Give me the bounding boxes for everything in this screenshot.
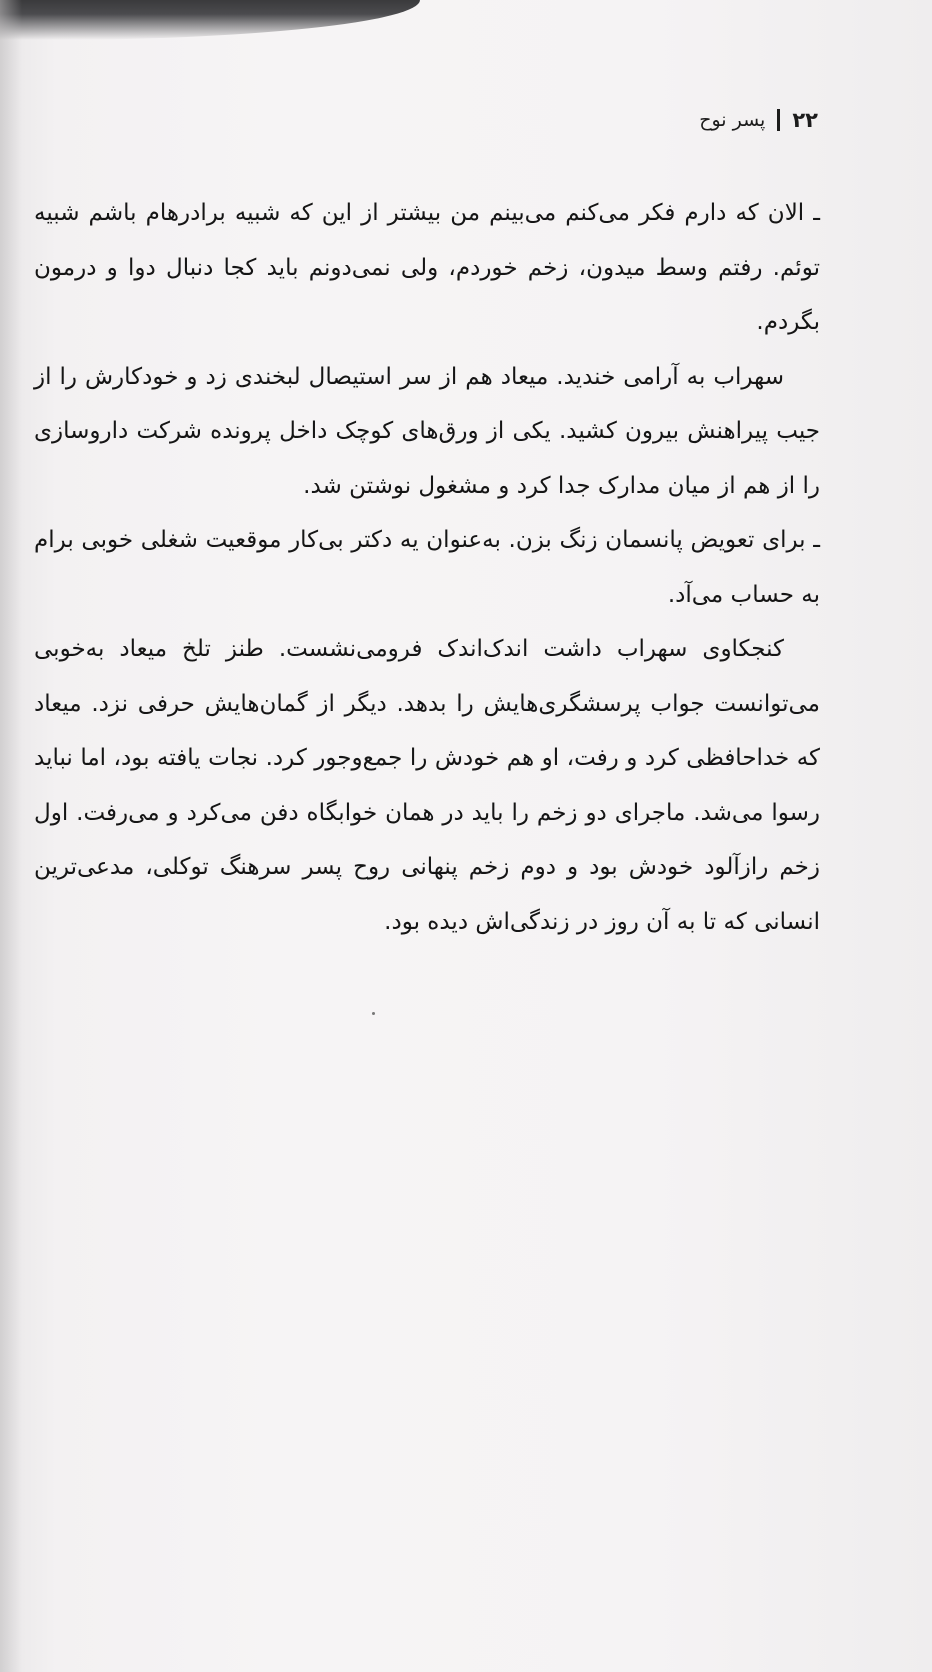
header-separator	[777, 109, 780, 131]
paragraph-4: کنجکاوی سهراب داشت اندک‌اندک فرومی‌نشست. طنز تلخ میعاد به‌خوبی می‌توانست جواب پرسشگری‌هایش را بدهد. دیگر از گمان‌هایش حرفی نزد. میعاد که خداحافظی کرد و رفت، او هم خودش را جمع‌وجور کرد. نجات یافته بود، اما نباید رسوا می‌شد. ماجرای دو زخم را باید در همان خوابگاه دفن می‌کرد و می‌رفت. اول زخم رازآلود خودش بود و دوم زخم پنهانی روح پسر سرهنگ توکلی، مدعی‌ترین انسانی که تا به آن روز در زندگی‌اش دیده بود.	[34, 636, 820, 935]
page-number: ۲۲	[792, 108, 818, 132]
running-title: پسر نوح	[699, 109, 766, 131]
paragraph-3: ـ برای تعویض پانسمان زنگ بزن. به‌عنوان یه دکتر بی‌کار موقعیت شغلی خوبی برام به حساب می‌آد.	[34, 527, 820, 608]
paragraph-1: ـ الان که دارم فکر می‌کنم می‌بینم من بیشتر از این که شبیه برادرهام باشم شبیه توئم. رفتم وسط میدون، زخم خوردم، ولی نمی‌دونم باید کجا دنبال دوا و درمون بگردم.	[34, 200, 820, 335]
ink-speck	[372, 1012, 375, 1015]
paragraph-2: سهراب به آرامی خندید. میعاد هم از سر استیصال لبخندی زد و خودکارش را از جیب پیراهنش بیرون کشید. یکی از ورق‌های کوچک داخل پرونده شرکت داروسازی را از هم از میان مدارک جدا کرد و مشغول نوشتن شد.	[34, 363, 820, 499]
binding-shade	[0, 0, 22, 1672]
body-text	[34, 186, 820, 949]
page-edge-shadow	[0, 0, 420, 40]
page-header	[0, 108, 818, 132]
